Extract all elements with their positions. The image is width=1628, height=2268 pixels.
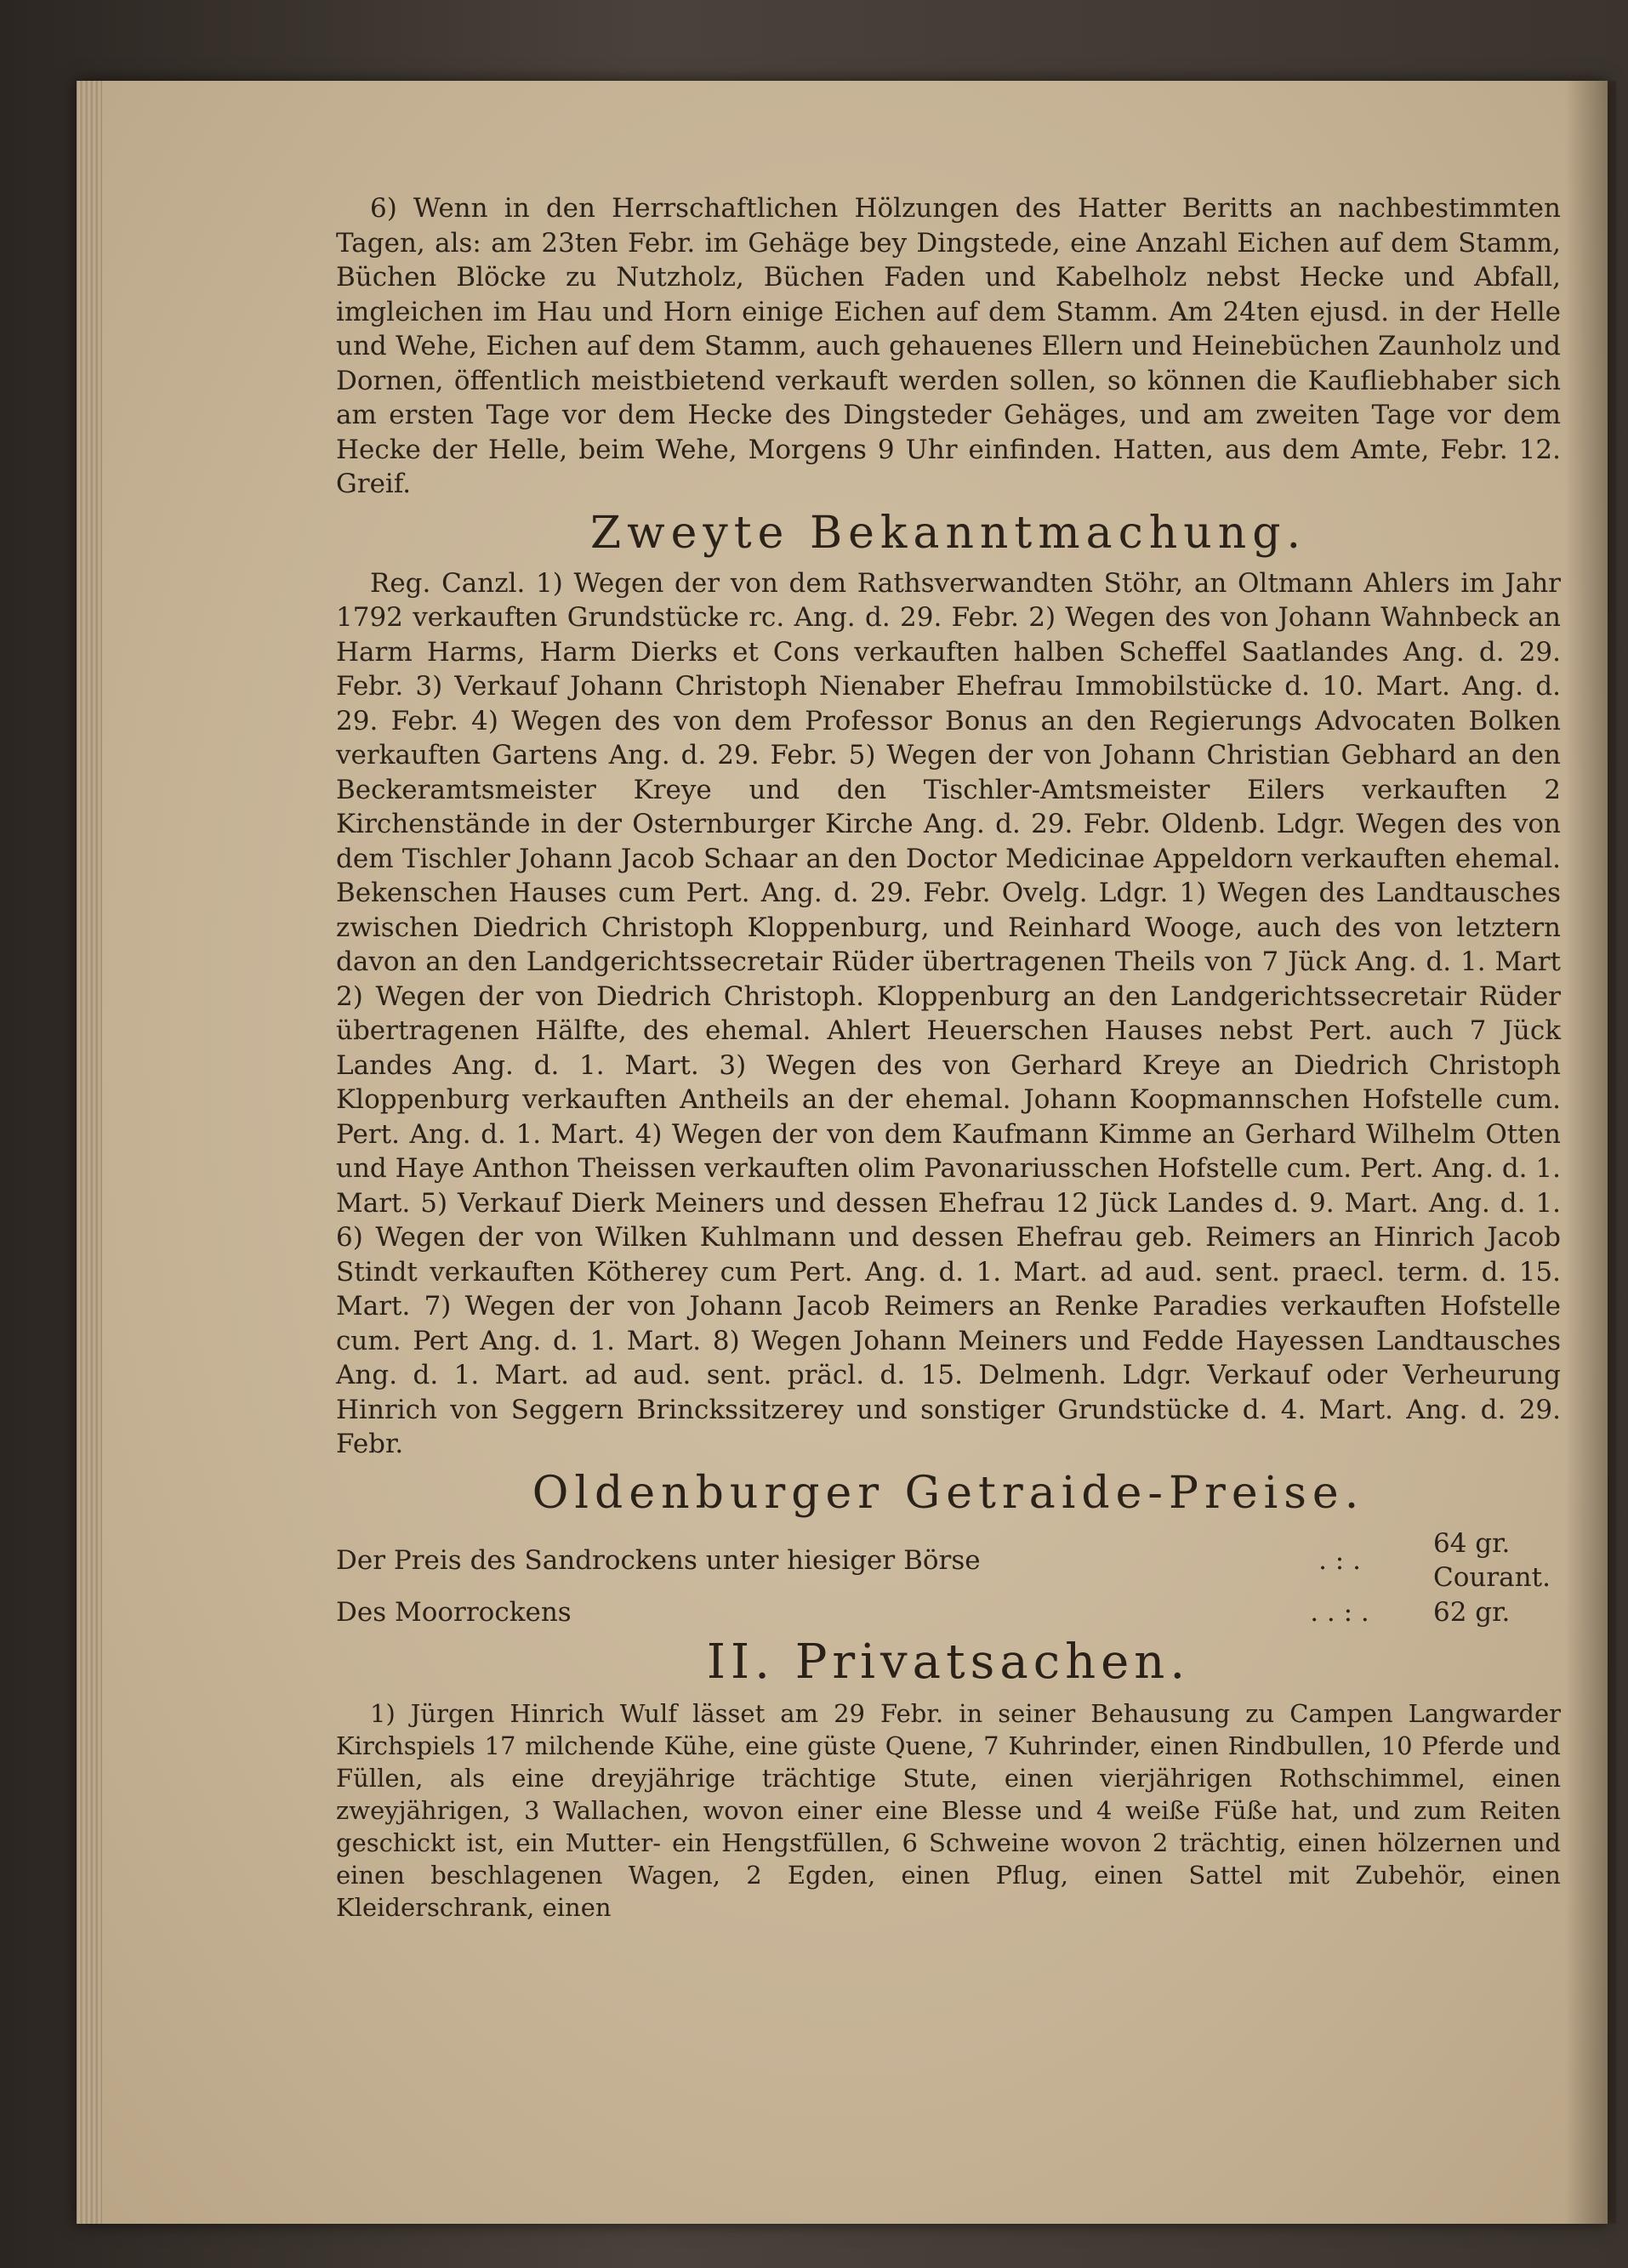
grain-price-table [336,1526,1561,1630]
page-content [336,191,1561,1924]
page-edges [77,81,102,2224]
heading-getraide-preise: Oldenburger Getraide-Preise. [532,1467,1365,1519]
price-value: 62 gr. [1433,1596,1511,1628]
notice-paragraph-6: 6) Wenn in den Herrschaftlichen Hölzungen des Hatter Beritts an nachbestimmten Tagen, als: am 23ten Febr. im Gehäge bey Dingstede, eine Anzahl Eichen auf dem Stamm, Büchen Blöcke zu Nutzholz, Büchen Faden und Kabelholz nebst Hecke und Abfall, imgleichen im Hau und Horn einige Eichen auf dem Stamm. Am 24ten ejusd. in der Helle und Wehe, Eichen auf dem Stamm, auch gehauenes Ellern und Heinebüchen Zaunholz und Dornen, öffentlich meistbietend verkauft werden sollen, so können die Kaufliebhaber sich am ersten Tage vor dem Hecke des Dingsteder Gehäges, und am zweiten Tage vor dem Hecke der Helle, beim Wehe, Morgens 9 Uhr einfinden. Hatten, aus dem Amte, Febr. 12. Greif. [336,193,1561,499]
notice-court-listings: Reg. Canzl. 1) Wegen der von dem Rathsverwandten Stöhr, an Oltmann Ahlers im Jahr 1792 verkauften Grundstücke rc. Ang. d. 29. Febr. 2) Wegen des von Johann Wahnbeck an Harm Harms, Harm Dierks et Cons verkauften halben Scheffel Saatlandes Ang. d. 29. Febr. 3) Verkauf Johann Christoph Nienaber Ehefrau Immobilstücke d. 10. Mart. Ang. d. 29. Febr. 4) Wegen des von dem Professor Bonus an den Regierungs Advocaten Bolken verkauften Gartens Ang. d. 29. Febr. 5) Wegen der von Johann Christian Gebhard an den Beckeramtsmeister Kreye und den Tischler-Amtsmeister Eilers verkauften 2 Kirchenstände in der Osternburger Kirche Ang. d. 29. Febr. Oldenb. Ldgr. Wegen des von dem Tischler Johann Jacob Schaar an den Doctor Medicinae Appeldorn verkauften ehemal. Bekenschen Hauses cum Pert. Ang. d. 29. Febr. Ovelg. Ldgr. 1) Wegen des Landtausches zwischen Diedrich Christoph Kloppenburg, und Reinhard Wooge, auch des von letztern davon an den Landgerichtssecretair Rüder übertragenen Theils von 7 Jück Ang. d. 1. Mart 2) Wegen der von Diedrich Christoph. Kloppenburg an den Landgerichtssecretair Rüder übertragenen Hälfte, des ehemal. Ahlert Heuerschen Hauses nebst Pert. auch 7 Jück Landes Ang. d. 1. Mart. 3) Wegen des von Gerhard Kreye an Diedrich Christoph Kloppenburg verkauften Antheils an der ehemal. Johann Koopmannschen Hofstelle cum. Pert. Ang. d. 1. Mart. 4) Wegen der von dem Kaufmann Kimme an Gerhard Wilhelm Otten und Haye Anthon Theissen verkauften olim Pavonariusschen Hofstelle cum. Pert. Ang. d. 1. Mart. 5) Verkauf Dierk Meiners und dessen Ehefrau 12 Jück Landes d. 9. Mart. Ang. d. 1. 6) Wegen der von Wilken Kuhlmann und dessen Ehefrau geb. Reimers an Hinrich Jacob Stindt verkauften Kötherey cum Pert. Ang. d. 1. Mart. ad aud. sent. praecl. term. d. 15. Mart. 7) Wegen der von Johann Jacob Reimers an Renke Paradies verkauften Hofstelle cum. Pert Ang. d. 1. Mart. 8) Wegen Johann Meiners und Fedde Hayessen Landtausches Ang. d. 1. Mart. ad aud. sent. präcl. d. 15. Delmenh. Ldgr. Verkauf oder Verheurung Hinrich von Seggern Brinckssitzerey und sonstiger Grundstücke d. 4. Mart. Ang. d. 29. Febr. [336,567,1561,1459]
price-value: 64 gr. Courant. [1433,1527,1551,1593]
price-label: Des Moorrockens [336,1596,572,1628]
price-row [336,1526,1561,1595]
heading-privatsachen: II. Privatsachen. [706,1634,1191,1690]
price-row [336,1595,1561,1630]
price-dots: . . : . [1310,1596,1369,1628]
private-notice-1: 1) Jürgen Hinrich Wulf lässet am 29 Febr. in seiner Behausung zu Campen Langwarder Kirchspiels 17 milchende Kühe, eine güste Quene, 7 Kuhrinder, einen Rindbullen, 10 Pferde und Füllen, als eine dreyjährige trächtige Stute, einen vierjährigen Rothschimmel, einen zweyjährigen, 3 Wallachen, wovon einer eine Blesse und 4 weiße Füße hat, und zum Reiten geschickt ist, ein Mutter- ein Hengstfüllen, 6 Schweine wovon 2 trächtig, einen hölzernen und einen beschlagenen Wagen, 2 Egden, einen Pflug, einen Sattel mit Zubehör, einen Kleiderschrank, einen [336,1699,1561,1922]
heading-zweyte-bekanntmachung: Zweyte Bekanntmachung. [589,507,1307,559]
price-label: Der Preis des Sandrockens unter hiesiger Börse [336,1544,981,1576]
price-dots: . : . [1318,1544,1361,1576]
gutter-shadow [1565,81,1616,2224]
